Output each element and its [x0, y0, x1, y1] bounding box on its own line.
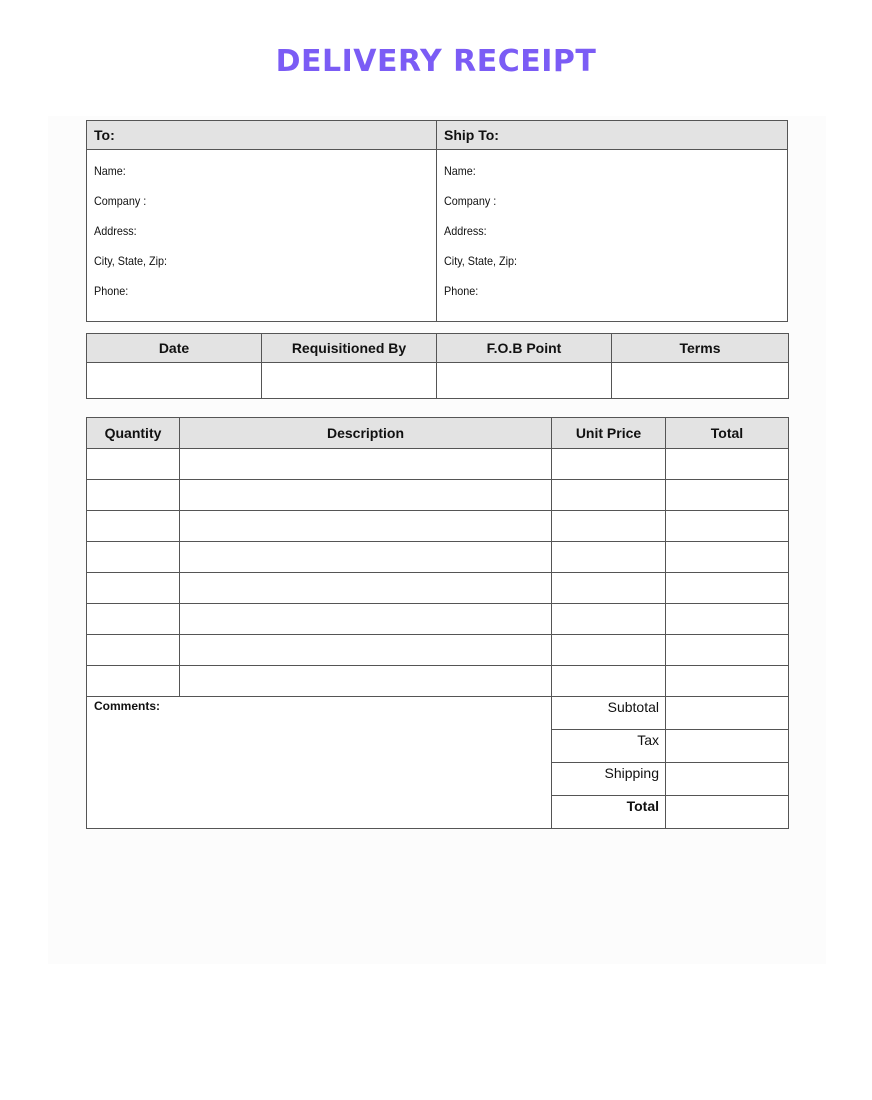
to-city-state-zip-label: City, State, Zip:: [94, 254, 168, 268]
line-total-cell[interactable]: [666, 542, 789, 573]
date-header: Date: [87, 334, 262, 363]
unit-price-cell[interactable]: [552, 480, 666, 511]
unit-price-cell[interactable]: [552, 573, 666, 604]
quantity-cell[interactable]: [87, 449, 180, 480]
table-row: [87, 480, 789, 511]
tax-value-cell[interactable]: [666, 730, 789, 763]
unit-price-cell[interactable]: [552, 511, 666, 542]
description-cell[interactable]: [180, 666, 552, 697]
terms-cell[interactable]: [612, 363, 789, 399]
line-total-cell[interactable]: [666, 666, 789, 697]
comments-cell[interactable]: [87, 697, 552, 829]
line-total-cell[interactable]: [666, 480, 789, 511]
unit-price-cell[interactable]: [552, 635, 666, 666]
description-cell[interactable]: [180, 511, 552, 542]
tax-label: Tax: [552, 730, 666, 763]
quantity-cell[interactable]: [87, 604, 180, 635]
order-info-table: [86, 333, 789, 399]
requisitioned-by-header: Requisitioned By: [262, 334, 437, 363]
table-row: [87, 604, 789, 635]
grand-total-label: Total: [552, 796, 666, 829]
to-name-label: Name:: [94, 164, 126, 178]
unit-price-cell[interactable]: [552, 604, 666, 635]
description-cell[interactable]: [180, 635, 552, 666]
description-cell[interactable]: [180, 542, 552, 573]
line-total-cell[interactable]: [666, 573, 789, 604]
address-table: [86, 120, 788, 322]
unit-price-header: Unit Price: [552, 418, 666, 449]
ship-to-address-label: Address:: [444, 224, 487, 238]
description-cell[interactable]: [180, 480, 552, 511]
table-row: [87, 635, 789, 666]
unit-price-cell[interactable]: [552, 542, 666, 573]
requisitioned-by-cell[interactable]: [262, 363, 437, 399]
to-phone-label: Phone:: [94, 284, 129, 298]
unit-price-cell[interactable]: [552, 449, 666, 480]
to-section: [87, 150, 437, 322]
description-cell[interactable]: [180, 604, 552, 635]
table-row: [87, 666, 789, 697]
quantity-cell[interactable]: [87, 666, 180, 697]
quantity-header: Quantity: [87, 418, 180, 449]
description-header: Description: [180, 418, 552, 449]
table-row: [87, 449, 789, 480]
line-total-cell[interactable]: [666, 449, 789, 480]
quantity-cell[interactable]: [87, 511, 180, 542]
line-total-cell[interactable]: [666, 604, 789, 635]
ship-to-section: [437, 150, 788, 322]
line-total-cell[interactable]: [666, 635, 789, 666]
ship-to-name-label: Name:: [444, 164, 476, 178]
quantity-cell[interactable]: [87, 480, 180, 511]
total-header: Total: [666, 418, 789, 449]
table-row: [87, 542, 789, 573]
ship-to-header: Ship To:: [437, 121, 788, 150]
quantity-cell[interactable]: [87, 573, 180, 604]
to-company-label: Company :: [94, 194, 147, 208]
shipping-label: Shipping: [552, 763, 666, 796]
unit-price-cell[interactable]: [552, 666, 666, 697]
to-address-label: Address:: [94, 224, 137, 238]
ship-to-city-state-zip-label: City, State, Zip:: [444, 254, 518, 268]
quantity-cell[interactable]: [87, 542, 180, 573]
line-total-cell[interactable]: [666, 511, 789, 542]
fob-point-cell[interactable]: [437, 363, 612, 399]
items-table: [86, 417, 789, 829]
grand-total-value-cell[interactable]: [666, 796, 789, 829]
table-row: [87, 511, 789, 542]
subtotal-label: Subtotal: [552, 697, 666, 730]
description-cell[interactable]: [180, 449, 552, 480]
description-cell[interactable]: [180, 573, 552, 604]
ship-to-company-label: Company :: [444, 194, 497, 208]
date-cell[interactable]: [87, 363, 262, 399]
ship-to-phone-label: Phone:: [444, 284, 479, 298]
terms-header: Terms: [612, 334, 789, 363]
quantity-cell[interactable]: [87, 635, 180, 666]
fob-point-header: F.O.B Point: [437, 334, 612, 363]
table-row: [87, 573, 789, 604]
document-title: DELIVERY RECEIPT: [275, 44, 597, 79]
comments-label: Comments:: [94, 699, 161, 713]
shipping-value-cell[interactable]: [666, 763, 789, 796]
subtotal-value-cell[interactable]: [666, 697, 789, 730]
to-header: To:: [87, 121, 437, 150]
